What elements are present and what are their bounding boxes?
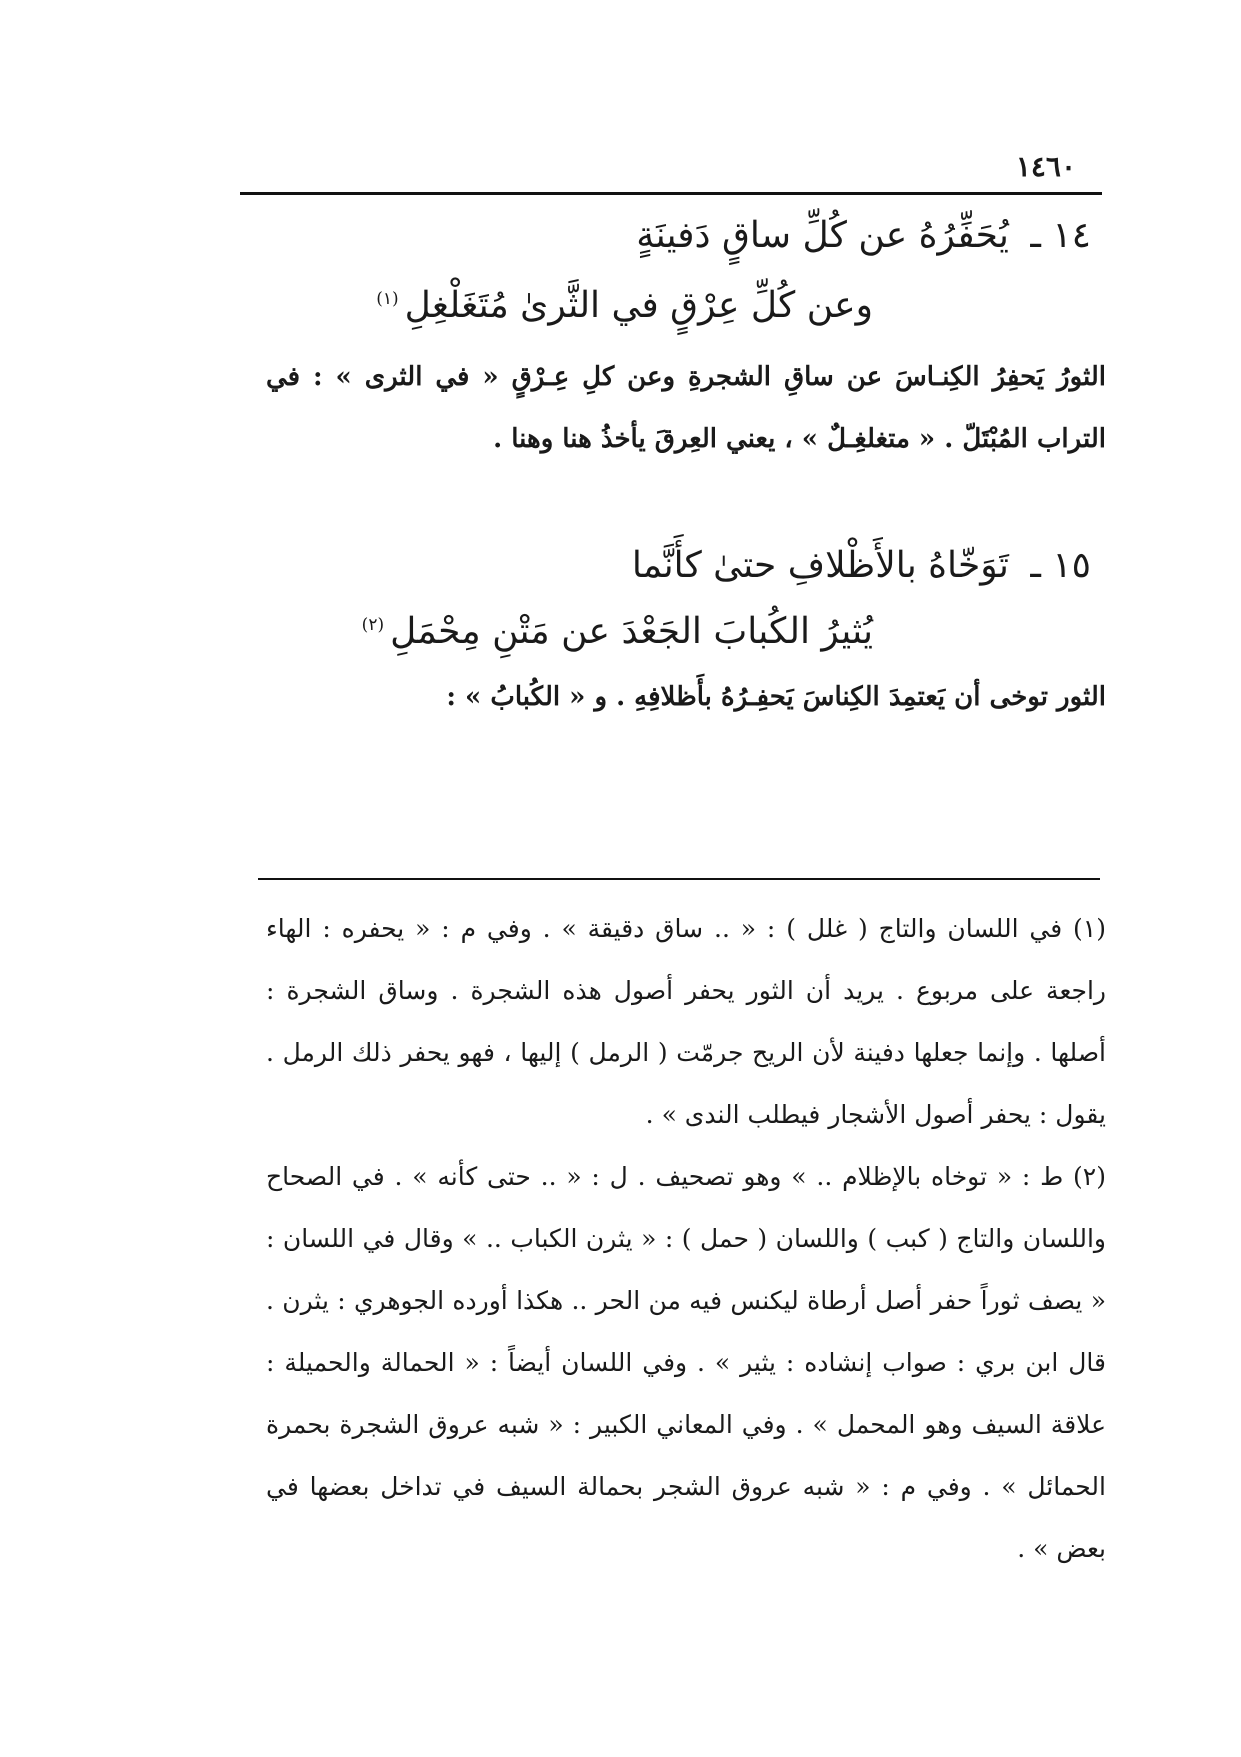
verse-hemistich: يُثيرُ الكُبابَ الجَعْدَ عن مَتْنِ مِحْمَلِ — [390, 611, 873, 652]
verse-15-first-line — [191, 544, 1091, 587]
page-number: ١٤٦٠ — [1015, 150, 1076, 183]
verse-14-first-line — [191, 214, 1091, 257]
footnote-rule — [258, 878, 1100, 880]
verse-number: ١٥ ـ — [1030, 545, 1091, 586]
verse-14-second-line — [376, 284, 873, 327]
footnote-reference: (٢) — [361, 615, 385, 635]
verse-hemistich: تَوَخّاهُ بالأَظْلافِ حتىٰ كأَنَّما — [631, 545, 1009, 586]
header-rule — [240, 192, 1102, 195]
footnotes — [266, 898, 1106, 1580]
verse-number: ١٤ ـ — [1030, 215, 1091, 256]
verse-15-commentary: الثور توخى أن يَعتمِدَ الكِناسَ يَحفِـرُهُ بأَظلافِهِ . و « الكُبابُ » : — [446, 682, 1106, 712]
verse-14-commentary: الثورُ يَحفِرُ الكِنـاسَ عن ساقِ الشجرةِ وعن كلِ عِـرْقٍ « في الثرى » : في التراب المُبْتَلّ . « متغلغِـلٌ » ، يعني العِرقَ يأخذُ هنا وهنا . — [266, 362, 1106, 454]
verse-15-second-line — [362, 610, 873, 653]
verse-hemistich: وعن كُلِّ عِرْقٍ في الثَّرىٰ مُتَغَلْغِلِ — [404, 285, 873, 326]
verse-hemistich: يُحَفِّرُهُ عن كُلِّ ساقٍ دَفينَةٍ — [636, 215, 1009, 256]
footnote-reference: (١) — [376, 289, 399, 309]
footnote-1: (١) في اللسان والتاج ( غلل ) : « .. ساق دقيقة » . وفي م : « يحفره : الهاء راجعة على مربوع . يريد أن الثور يحفر أصول هذه الشجرة . وساق الشجرة : أصلها . وإنما جعلها دفينة لأن الريح جرمّت ( الرمل ) إليها ، فهو يحفر ذلك الرمل . يقول : يحفر أصول الأشجار فيطلب الندى » . — [266, 914, 1106, 1129]
footnote-2: (٢) ط : « توخاه بالإظلام .. » وهو تصحيف . ل : « .. حتى كأنه » . في الصحاح واللسان والتاج ( كبب ) واللسان ( حمل ) : « يثرن الكباب .. » وقال في اللسان : « يصف ثوراً حفر أصل أرطاة ليكنس فيه من الحر .. هكذا أورده الجوهري : يثرن . قال ابن بري : صواب إنشاده : يثير » . وفي اللسان أيضاً : « الحمالة والحميلة : علاقة السيف وهو المحمل » . وفي المعاني الكبير : « شبه عروق الشجرة بحمرة الحمائل » . وفي م : « شبه عروق الشجر بحمالة السيف في تداخل بعضها في بعض » . — [266, 1162, 1106, 1563]
